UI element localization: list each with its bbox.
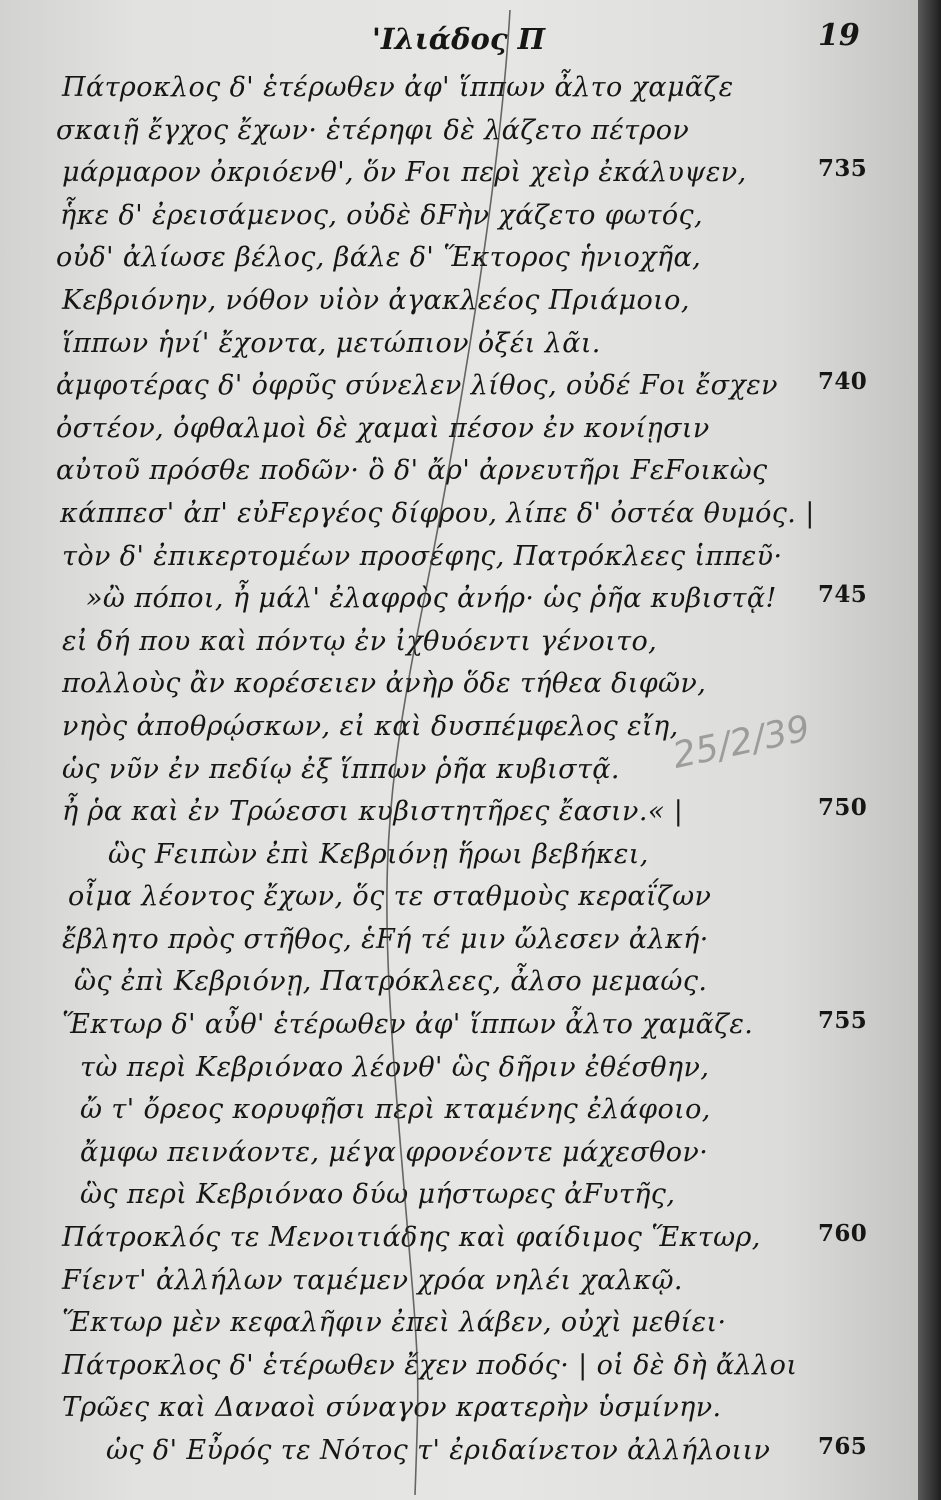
verse-text: ὀστέον, ὀφθαλμοὶ δὲ χαμαὶ πέσον ἐν κονίῃσιν: [56, 412, 710, 444]
verse-line: [0, 920, 918, 963]
verse-line: [0, 877, 918, 920]
verse-line: [0, 750, 918, 793]
verse-line: [0, 1005, 918, 1048]
verse-line: [0, 792, 918, 835]
verse-text: Fίεντ' ἀλλήλων ταμέμεν χρόα νηλέι χαλκῷ.: [62, 1264, 683, 1296]
verse-text: ὡς δ' Εὖρός τε Νότος τ' ἐριδαίνετον ἀλλήλοιιν: [106, 1435, 771, 1466]
verse-line: [0, 1388, 918, 1431]
verse-line: [0, 1346, 918, 1389]
verse-text: ὣς περὶ Κεβριόναο δύω μήστωρες ἀFυτῆς,: [80, 1179, 676, 1211]
verse-line: [0, 153, 918, 196]
page-edge-shadow: [918, 0, 941, 1500]
line-number: 760: [818, 1220, 868, 1248]
verse-text: »ὢ πόποι, ἦ μάλ' ἐλαφρὸς ἀνήρ· ὡς ῥῆα κυβιστᾷ!: [86, 583, 777, 615]
verse-line: [0, 537, 918, 580]
verse-text: κάππεσ' ἀπ' εὐFεργέος δίφρου, λίπε δ' ὀστέα θυμός. |: [60, 497, 815, 529]
verse-text: Ἕκτωρ δ' αὖθ' ἑτέρωθεν ἀφ' ἵππων ἆλτο χαμᾶζε.: [62, 1009, 754, 1041]
verse-text: ὣς ἐπὶ Κεβριόνῃ, Πατρόκλεες, ἆλσο μεμαώς.: [74, 966, 708, 998]
verse-text: οὐδ' ἀλίωσε βέλος, βάλε δ' Ἕκτορος ἡνιοχῆα,: [56, 242, 702, 274]
verse-text: Πάτροκλος δ' ἑτέρωθεν ἔχεν ποδός· | οἱ δὲ δὴ ἄλλοι: [62, 1349, 798, 1381]
verse-text: ἔβλητο πρὸς στῆθος, ἑFή τέ μιν ὤλεσεν ἀλκή·: [62, 923, 709, 955]
verse-line: [0, 664, 918, 707]
verse-line: [0, 1218, 918, 1261]
verse-list: [0, 68, 918, 1474]
verse-text: Κεβριόνην, νόθον υἱὸν ἀγακλεέος Πριάμοιο,: [62, 284, 690, 316]
verse-text: ἧκε δ' ἐρεισάμενος, οὐδὲ δFὴν χάζετο φωτός,: [60, 199, 703, 231]
line-number: 735: [818, 155, 868, 183]
verse-line: [0, 366, 918, 409]
verse-line: [0, 451, 918, 494]
verse-text: Τρῶες καὶ Δαναοὶ σύναγον κρατερὴν ὑσμίνην.: [62, 1392, 722, 1424]
verse-text: ὡς νῦν ἐν πεδίῳ ἐξ ἵππων ῥῆα κυβιστᾷ.: [62, 753, 620, 785]
running-header-title: 'Ιλιάδος Π: [372, 22, 545, 56]
verse-text: ἵππων ἡνί' ἔχοντα, μετώπιον ὀξέι λᾶι.: [62, 327, 601, 359]
page-number: 19: [818, 18, 860, 53]
verse-text: ὣς Fειπὼν ἐπὶ Κεβριόνῃ ἥρωι βεβήκει,: [108, 838, 649, 870]
verse-line: [0, 1431, 918, 1474]
verse-line: [0, 835, 918, 878]
line-number: 765: [818, 1433, 868, 1460]
verse-line: [0, 1175, 918, 1218]
verse-text: ἦ ῥα καὶ ἐν Τρώεσσι κυβιστητῆρες ἔασιν.« |: [62, 796, 684, 828]
verse-line: [0, 962, 918, 1005]
verse-line: [0, 196, 918, 239]
verse-line: [0, 1133, 918, 1176]
verse-text: τὸν δ' ἐπικερτομέων προσέφης, Πατρόκλεες ἱππεῦ·: [62, 540, 783, 572]
verse-text: πολλοὺς ἂν κορέσειεν ἀνὴρ ὅδε τήθεα διφῶν,: [62, 668, 707, 700]
verse-text: τὼ περὶ Κεβριόναο λέονθ' ὣς δῆριν ἐθέσθην,: [80, 1051, 710, 1083]
verse-text: Πάτροκλος δ' ἑτέρωθεν ἀφ' ἵππων ἆλτο χαμᾶζε: [62, 72, 734, 103]
verse-text: ἀμφοτέρας δ' ὀφρῦς σύνελεν λίθος, οὐδέ Fοι ἔσχεν: [56, 370, 778, 402]
verse-text: Ἕκτωρ μὲν κεφαλῆφιν ἐπεὶ λάβεν, οὐχὶ μεθίει·: [62, 1307, 727, 1339]
verse-text: Πάτροκλός τε Μενοιτιάδης καὶ φαίδιμος Ἕκτωρ,: [62, 1222, 761, 1254]
line-number: 745: [818, 581, 868, 609]
verse-line: [0, 494, 918, 537]
verse-text: εἰ δή που καὶ πόντῳ ἐν ἰχθυόεντι γένοιτο,: [62, 625, 658, 657]
line-number: 750: [818, 794, 868, 822]
line-number: 755: [818, 1007, 868, 1035]
verse-text: σκαιῇ ἔγχος ἔχων· ἑτέρηφι δὲ λάζετο πέτρον: [56, 114, 690, 146]
verse-line: [0, 111, 918, 154]
verse-line: [0, 1048, 918, 1091]
verse-line: [0, 238, 918, 281]
verse-line: [0, 1303, 918, 1346]
verse-text: ὤ τ' ὄρεος κορυφῇσι περὶ κταμένης ἐλάφοιο,: [80, 1094, 711, 1126]
line-number: 740: [818, 368, 868, 396]
verse-line: [0, 409, 918, 452]
verse-text: ἄμφω πεινάοντε, μέγα φρονέοντε μάχεσθον·: [80, 1136, 709, 1168]
verse-text: οἶμα λέοντος ἔχων, ὅς τε σταθμοὺς κεραΐζων: [68, 881, 712, 913]
verse-text: μάρμαρον ὀκριόενθ', ὅν Fοι περὶ χεὶρ ἐκάλυψεν,: [62, 157, 747, 189]
verse-text: νηὸς ἀποθρῴσκων, εἰ καὶ δυσπέμφελος εἴη,: [62, 710, 679, 742]
verse-line: [0, 1090, 918, 1133]
pencil-date-annotation: 25/2/39: [669, 708, 814, 777]
verse-line: [0, 579, 918, 622]
verse-text: αὐτοῦ πρόσθε ποδῶν· ὃ δ' ἄρ' ἀρνευτῆρι FεFοικὼς: [56, 455, 768, 487]
verse-line: [0, 1261, 918, 1304]
verse-line: [0, 324, 918, 367]
verse-line: [0, 68, 918, 111]
verse-line: [0, 622, 918, 665]
verse-line: [0, 281, 918, 324]
